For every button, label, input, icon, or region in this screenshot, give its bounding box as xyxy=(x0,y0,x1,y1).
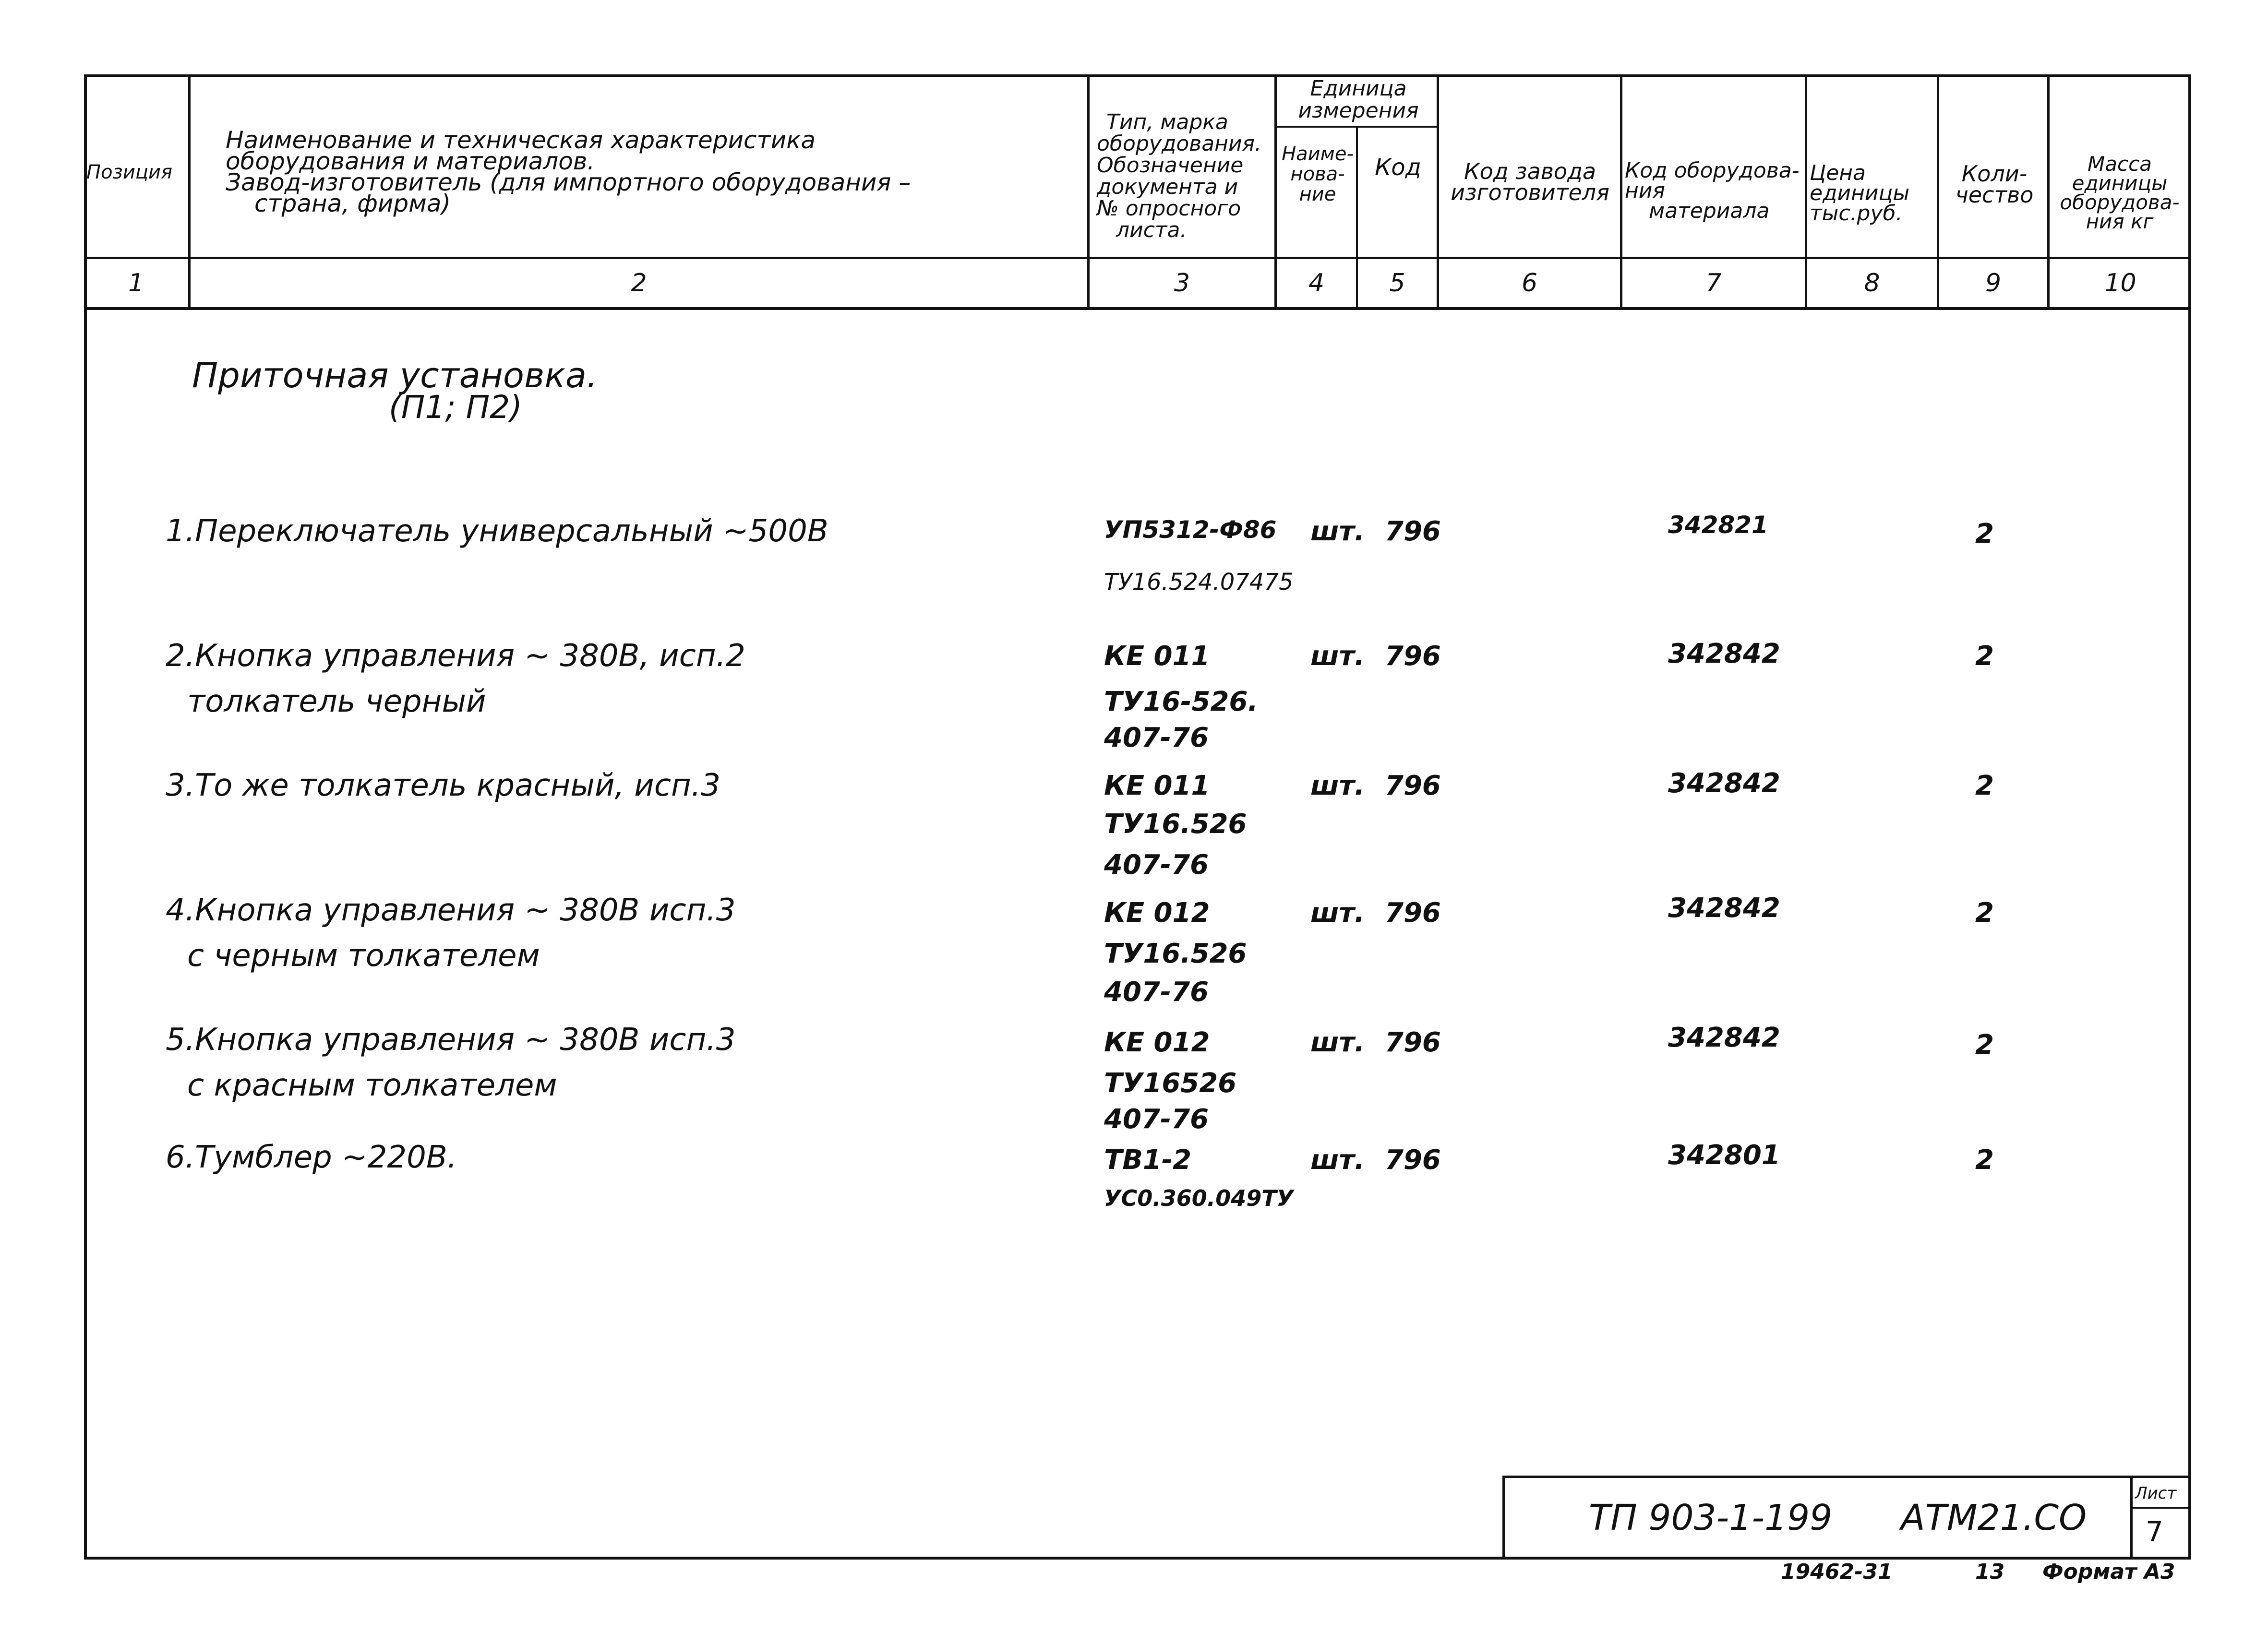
column-number: 1 xyxy=(128,269,144,298)
stamp-sheet-left-line xyxy=(2130,1476,2133,1560)
item-unit-code: 796 xyxy=(1385,1144,1441,1176)
item-quantity: 2 xyxy=(1975,897,1994,929)
item-quantity: 2 xyxy=(1975,641,1994,672)
item-type: УС0.360.049ТУ xyxy=(1104,1185,1294,1211)
item-name: 1.Переключатель универсальный ~500В xyxy=(166,513,828,549)
item-name: с черным толкателем xyxy=(187,938,540,974)
item-name: 3.То же толкатель красный, исп.3 xyxy=(166,768,720,803)
header-type: Тип, марка оборудования. Обозначение документа и № опросного листа. xyxy=(1097,110,1261,242)
item-name: 6.Тумблер ~220В. xyxy=(166,1140,457,1175)
item-type: 407-76 xyxy=(1104,722,1209,753)
footer-number: 13 xyxy=(1975,1560,2005,1584)
item-quantity: 2 xyxy=(1975,1144,1994,1176)
section-subtitle: (П1; П2) xyxy=(389,389,522,426)
item-unit: шт. xyxy=(1310,897,1365,929)
item-type: ТУ16.524.07475 xyxy=(1104,569,1294,596)
item-type: 407-76 xyxy=(1104,977,1209,1008)
item-type: ТВ1-2 xyxy=(1104,1144,1192,1176)
item-equipment-code: 342821 xyxy=(1668,511,1768,539)
item-type: 407-76 xyxy=(1104,1104,1209,1135)
header-factory-code: Код завода изготовителя xyxy=(1451,158,1609,205)
item-type: КЕ 011 xyxy=(1104,770,1210,801)
column-number: 6 xyxy=(1521,269,1538,298)
item-name: толкатель черный xyxy=(187,684,486,719)
header-position: Позиция xyxy=(86,161,173,183)
column-number: 9 xyxy=(1985,269,2002,298)
header-mass: Масса единицы оборудова- ния кг xyxy=(2060,152,2180,233)
item-type: ТУ16-526. xyxy=(1104,686,1258,717)
column-number: 3 xyxy=(1174,269,1190,298)
item-unit-code: 796 xyxy=(1385,516,1441,547)
item-type: 407-76 xyxy=(1104,849,1209,881)
header-equipment-code: Код оборудова- ния материала xyxy=(1625,158,1800,223)
document-code: АТМ21.СО xyxy=(1901,1497,2087,1538)
item-unit: шт. xyxy=(1310,770,1365,801)
item-name: 4.Кнопка управления ~ 380В исп.3 xyxy=(166,893,736,928)
column-number: 5 xyxy=(1389,269,1405,298)
item-type: КЕ 011 xyxy=(1104,641,1210,672)
item-name: 2.Кнопка управления ~ 380В, исп.2 xyxy=(166,638,745,674)
stamp-top-line xyxy=(1502,1476,2191,1478)
stamp-sheet-divider xyxy=(2130,1507,2191,1509)
item-quantity: 2 xyxy=(1975,1029,1994,1060)
item-unit: шт. xyxy=(1310,1144,1365,1176)
item-type: УП5312-Ф86 xyxy=(1104,516,1277,544)
item-unit-code: 796 xyxy=(1385,897,1441,929)
item-unit: шт. xyxy=(1310,516,1365,547)
column-number-divider xyxy=(84,307,2191,310)
sheet-label: Лист xyxy=(2135,1484,2177,1503)
item-type: ТУ16.526 xyxy=(1104,809,1247,840)
column-number: 10 xyxy=(2104,269,2136,298)
header-divider xyxy=(84,257,2191,259)
column-number: 7 xyxy=(1705,269,1722,298)
item-equipment-code: 342842 xyxy=(1668,768,1780,799)
stamp-left-line xyxy=(1502,1476,1505,1560)
header-unit-name: Наиме- нова- ние xyxy=(1282,143,1354,205)
column-number: 4 xyxy=(1308,269,1325,298)
item-unit-code: 796 xyxy=(1385,770,1441,801)
header-price: Цена единицы тыс.руб. xyxy=(1810,161,1910,226)
header-unit-code: Код xyxy=(1375,154,1421,181)
item-unit: шт. xyxy=(1310,641,1365,672)
item-quantity: 2 xyxy=(1975,518,1994,549)
sheet-number: 7 xyxy=(2146,1515,2163,1548)
item-type: КЕ 012 xyxy=(1104,1027,1210,1058)
inventory-number: 19462-31 xyxy=(1781,1560,1893,1584)
item-name: 5.Кнопка управления ~ 380В исп.3 xyxy=(166,1022,736,1058)
header-name: Наименование и техническая характеристика оборудования и материалов. Завод-изготовитель (для импортного оборудования – страна, фирма) xyxy=(226,126,911,217)
item-type: ТУ16526 xyxy=(1104,1068,1237,1099)
item-unit-code: 796 xyxy=(1385,1027,1441,1058)
item-name: с красным толкателем xyxy=(187,1068,557,1103)
item-unit: шт. xyxy=(1310,1027,1365,1058)
column-number: 2 xyxy=(631,269,647,298)
item-equipment-code: 342801 xyxy=(1668,1140,1780,1171)
document-number: ТП 903-1-199 xyxy=(1589,1497,1833,1538)
item-quantity: 2 xyxy=(1975,770,1994,801)
sheet-format: Формат А3 xyxy=(2042,1560,2175,1584)
item-type: КЕ 012 xyxy=(1104,897,1210,929)
item-equipment-code: 342842 xyxy=(1668,893,1780,924)
header-quantity: Коли- чество xyxy=(1955,161,2034,208)
item-equipment-code: 342842 xyxy=(1668,638,1780,669)
item-equipment-code: 342842 xyxy=(1668,1022,1780,1053)
header-unit-group: Единица измерения xyxy=(1298,76,1419,123)
section-title: Приточная установка. xyxy=(192,355,598,395)
item-type: ТУ16.526 xyxy=(1104,938,1247,969)
item-unit-code: 796 xyxy=(1385,641,1441,672)
column-number: 8 xyxy=(1864,269,1880,298)
